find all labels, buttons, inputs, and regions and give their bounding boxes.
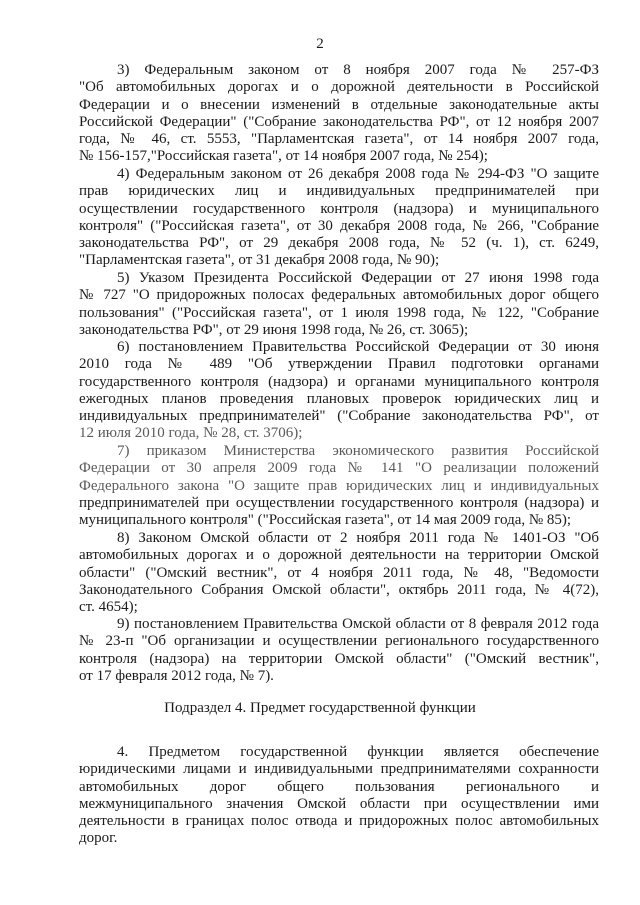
text-line: 2010 года № 489 "Об утверждении Правил подготовки органами xyxy=(79,356,599,373)
list-item-6 xyxy=(79,339,599,443)
text-line: 12 июля 2010 года, № 28, ст. 3706); xyxy=(79,425,303,442)
text-line: законодательства РФ", от 29 декабря 2008 года, № 52 (ч. 1), ст. 6249, xyxy=(79,235,599,252)
text-line: 5) Указом Президента Российской Федерации от 27 июня 1998 года xyxy=(117,270,599,286)
text-line: № 23-п "Об организации и осуществлении регионального государственного xyxy=(79,633,599,650)
text-line: дорог. xyxy=(79,830,118,847)
text-line: 6) постановлением Правительства Российской Федерации от 30 июня xyxy=(117,339,599,355)
text-line: государственного контроля (надзора) и органами муниципального контроля xyxy=(79,373,599,390)
text-line: 8) Законом Омской области от 2 ноября 2011 года № 1401-ОЗ "Об xyxy=(117,530,599,546)
text-line: юридическими лицами и индивидуальными предпринимателями сохранности xyxy=(79,761,599,778)
text-line: от 17 февраля 2012 года, № 7). xyxy=(79,667,274,684)
text-line: Федерации и о внесении изменений в отдельные законодательные акты xyxy=(79,96,599,113)
text-line: № 727 "О придорожных полосах федеральных автомобильных дорог общего xyxy=(79,287,599,304)
text-line: "Парламентская газета", от 31 декабря 2008 года, № 90); xyxy=(79,252,440,269)
text-line: 4) Федеральным законом от 26 декабря 2008 года № 294-ФЗ "О защите xyxy=(117,166,599,182)
text-line: индивидуальных предпринимателей" ("Собрание законодательства РФ", от xyxy=(79,408,599,425)
text-line: 9) постановлением Правительства Омской области от 8 февраля 2012 года xyxy=(117,616,599,632)
list-item-8 xyxy=(79,530,599,616)
text-line: ежегодных планов проведения плановых проверок юридических лиц и xyxy=(79,390,599,407)
text-line: межмуниципального значения Омской области при осуществлении ими xyxy=(79,795,599,812)
list-item-9 xyxy=(79,616,599,685)
text-line: 3) Федеральным законом от 8 ноября 2007 года № 257-ФЗ xyxy=(117,62,599,78)
text-line: ст. 4654); xyxy=(79,599,138,616)
text-line: деятельности в границах полос отвода и придорожных полос автомобильных xyxy=(79,813,599,830)
text-line: Законодательного Собрания Омской области", октябрь 2011 года, № 4(72), xyxy=(79,581,599,598)
text-line: предпринимателей при осуществлении государственного контроля (надзора) и xyxy=(79,494,599,511)
text-line: муниципального контроля" ("Российская газета", от 14 мая 2009 года, № 85); xyxy=(79,512,572,529)
text-line: автомобильных дорогах и о дорожной деятельности на территории Омской xyxy=(79,547,599,564)
subject-paragraph xyxy=(79,744,599,848)
text-line: осуществлении государственного контроля (надзора) и муниципального xyxy=(79,200,599,217)
text-line: Федерации от 30 апреля 2009 года № 141 "О реализации положений xyxy=(79,460,599,477)
page-number: 2 xyxy=(316,36,324,52)
text-line: законодательства РФ", от 29 июня 1998 года, № 26, ст. 3065); xyxy=(79,321,469,338)
list-item-5 xyxy=(79,270,599,339)
text-line: Российской Федерации" ("Собрание законодательства РФ", от 12 ноября 2007 xyxy=(79,113,599,130)
list-item-3 xyxy=(79,62,599,166)
text-line: контроля (надзора) на территории Омской области" ("Омский вестник", xyxy=(79,650,599,667)
text-line: автомобильных дорог общего пользования регионального и xyxy=(79,778,599,795)
text-line: года, № 46, ст. 5553, "Парламентская газета", от 14 ноября 2007 года, xyxy=(79,131,599,148)
text-line: прав юридических лиц и индивидуальных предпринимателей при xyxy=(79,183,599,200)
text-line: № 156-157,"Российская газета", от 14 ноября 2007 года, № 254); xyxy=(79,148,488,165)
text-line: Федерального закона "О защите прав юридических лиц и индивидуальных xyxy=(79,477,599,494)
text-line: пользования" ("Российская газета", от 1 июля 1998 года, № 122, "Собрание xyxy=(79,304,599,321)
section-heading: Подраздел 4. Предмет государственной функции xyxy=(164,700,476,716)
text-line: "Об автомобильных дорогах и о дорожной деятельности в Российской xyxy=(79,79,599,96)
text-line: области" ("Омский вестник", от 4 ноября 2011 года, № 48, "Ведомости xyxy=(79,564,599,581)
text-line: 4. Предметом государственной функции является обеспечение xyxy=(117,744,599,760)
text-line: контроля" ("Российская газета", от 30 декабря 2008 года, № 266, "Собрание xyxy=(79,217,599,234)
list-item-4 xyxy=(79,166,599,270)
list-item-7 xyxy=(79,443,599,529)
text-line: 7) приказом Министерства экономического развития Российской xyxy=(117,443,599,459)
